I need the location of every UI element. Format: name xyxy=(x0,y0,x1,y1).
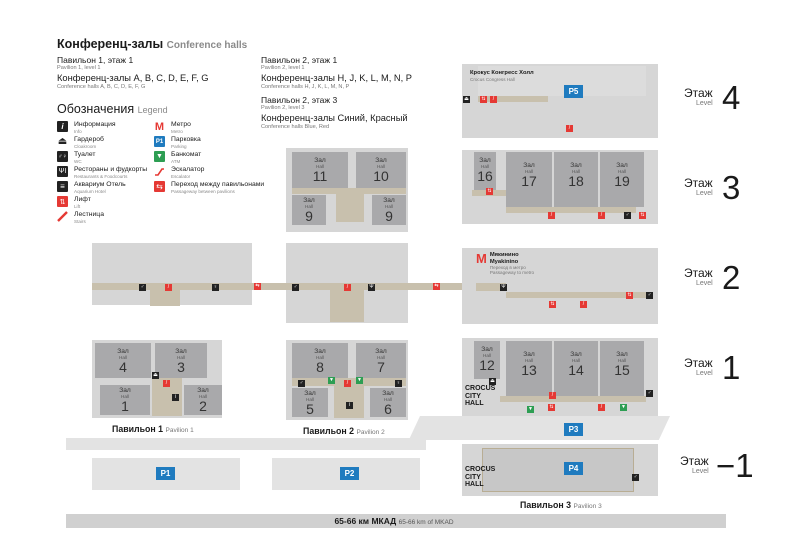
hall-word-en: Hall xyxy=(483,353,491,358)
wc-icon: ♂ xyxy=(299,380,304,386)
floor-word-en: Level xyxy=(696,370,713,377)
hall-11 xyxy=(292,152,348,188)
title-en: Conference halls xyxy=(166,40,248,51)
stairs-icon: / xyxy=(548,212,555,219)
atm-icon: ▼ xyxy=(357,377,362,383)
corridor xyxy=(506,292,646,298)
stairs-icon: / xyxy=(163,380,170,387)
corridor xyxy=(330,290,364,322)
hall-word-en: Hall xyxy=(377,164,385,169)
stairs-icon: / xyxy=(566,125,573,132)
pavilion-name: Павильон 3 xyxy=(520,500,572,510)
hall-word: Зал xyxy=(314,348,326,355)
legend-label: Парковка xyxy=(171,136,201,143)
legend-item xyxy=(57,136,147,151)
atm-icon: ▼ xyxy=(154,151,165,162)
info-sub: Pavilion 1, level 1 xyxy=(57,65,101,71)
legend-label: Аквариум Отель xyxy=(74,181,126,188)
legend-label: Лестница xyxy=(74,211,104,218)
hall-word-en: Hall xyxy=(572,169,580,174)
hall-word: Зал xyxy=(375,348,387,355)
legend-sublabel: Stairs xyxy=(74,218,86,224)
hall-number: 6 xyxy=(384,401,392,417)
floor-word: Этаж xyxy=(684,176,713,190)
hall-word: Зал xyxy=(479,157,491,164)
legend-item xyxy=(57,196,147,211)
hall-number: 2 xyxy=(199,398,207,414)
stairs-icon: / xyxy=(598,212,605,219)
legend-item xyxy=(154,181,264,196)
atm-icon: ▼ xyxy=(329,377,334,383)
stairs-icon: / xyxy=(549,392,556,399)
pavilion-name: Павильон 1 xyxy=(112,424,164,434)
legend-sublabel: Escalator xyxy=(171,173,191,179)
mkad-label xyxy=(0,516,788,526)
restaurant-icon: ΨΙ xyxy=(58,168,67,175)
wc-icon: ♂ xyxy=(647,390,652,396)
hall-word-en: Hall xyxy=(525,169,533,174)
metro-name-en: Myakinino xyxy=(489,258,519,265)
floor-label-4 xyxy=(684,79,741,116)
hall-number: 7 xyxy=(377,359,385,375)
cloakroom-icon: ⏏ xyxy=(490,378,495,384)
hall-19 xyxy=(600,152,644,207)
legend-label: Банкомат xyxy=(171,151,202,158)
floor-label-3 xyxy=(684,169,741,206)
service-road xyxy=(66,438,426,450)
wc-icon: ♂ xyxy=(140,284,145,290)
hall-word: Зал xyxy=(616,351,628,358)
hall-number: 17 xyxy=(521,173,537,189)
corridor xyxy=(500,396,646,402)
hall-word: Зал xyxy=(117,348,129,355)
metro-myakinino xyxy=(476,252,534,275)
hall-word: Зал xyxy=(616,162,628,169)
legend-column-2 xyxy=(154,121,264,196)
aquarium-hotel-icon: ≡ xyxy=(57,181,68,192)
info-main: Конференц-залы Синий, Красный xyxy=(261,113,408,123)
floor-number: −1 xyxy=(716,447,754,484)
wc-icon: ♂ xyxy=(633,474,638,480)
info-sub: Pavilion 2, level 3 xyxy=(261,105,305,111)
page-title xyxy=(57,37,247,51)
hall-number: 8 xyxy=(316,359,324,375)
hall-word-en: Hall xyxy=(119,355,127,360)
hall-word: Зал xyxy=(175,348,187,355)
legend-label: Метро xyxy=(171,121,191,128)
crocus-city-hall-label: CROCUS CITY HALL xyxy=(465,385,496,407)
hall-word: Зал xyxy=(304,390,316,397)
wc-icon: ♂ xyxy=(647,292,652,298)
hall-12 xyxy=(474,341,500,379)
hall-14 xyxy=(554,341,598,396)
stairs-icon xyxy=(57,211,68,222)
legend-sublabel: Aquarium Hotel xyxy=(74,188,106,194)
hall-number: 9 xyxy=(305,208,313,224)
hall-16 xyxy=(474,152,496,190)
legend-sublabel: Parking xyxy=(171,143,187,149)
floor-number: 1 xyxy=(722,349,741,386)
hall-word-en: Hall xyxy=(385,204,393,209)
info-icon: i xyxy=(172,394,179,401)
hall-number: 11 xyxy=(312,168,328,184)
hall-word-en: Hall xyxy=(121,394,129,399)
info-block-pavilion1 xyxy=(57,55,133,72)
hall-9-left xyxy=(292,195,326,225)
pavilion1-caption xyxy=(112,424,194,434)
stairs-icon: / xyxy=(165,284,172,291)
hall-4 xyxy=(95,343,151,378)
stairs-icon: / xyxy=(344,284,351,291)
hall-2 xyxy=(184,385,222,415)
info-main: Павильон 1, этаж 1 xyxy=(57,55,134,65)
wc-icon: ♂♀ xyxy=(57,151,68,162)
corridor xyxy=(478,96,548,102)
legend-item xyxy=(154,166,264,181)
legend-sublabel: Passageway between pavilions xyxy=(171,188,235,194)
hall-word-en: Hall xyxy=(618,169,626,174)
hall-3 xyxy=(155,343,207,378)
hall-word: Зал xyxy=(481,346,493,353)
legend-label: Лифт xyxy=(74,196,91,203)
hall-word: Зал xyxy=(523,162,535,169)
hall-number: 12 xyxy=(479,357,495,373)
hall-number: 18 xyxy=(568,173,584,189)
mkad-en: 65-66 km of MKAD xyxy=(398,519,454,526)
info-sub: Pavilion 2, level 1 xyxy=(261,65,305,71)
atm-icon: ▼ xyxy=(528,406,533,412)
floor-word: Этаж xyxy=(684,266,713,280)
hall-word: Зал xyxy=(119,387,131,394)
metro-note-ru: Переход в метро xyxy=(489,265,526,270)
hall-10 xyxy=(356,152,406,188)
cloakroom-icon: ⏏ xyxy=(464,96,469,102)
legend-item xyxy=(57,121,147,136)
info-block-pavilion2-l3 xyxy=(261,95,337,112)
hall-9-right xyxy=(372,195,406,225)
legend-label: Туалет xyxy=(74,151,96,158)
lift-icon: ⇅ xyxy=(550,301,555,307)
wc-icon: ♂ xyxy=(625,212,630,218)
stairs-icon: / xyxy=(490,96,497,103)
hall-15 xyxy=(600,341,644,396)
hall-word-en: Hall xyxy=(525,358,533,363)
hall-word-en: Hall xyxy=(481,164,489,169)
pavilion-name: Павильон 2 xyxy=(303,426,355,436)
hall-number: 4 xyxy=(119,359,127,375)
info-block-halls-a-g xyxy=(57,73,208,91)
crocus-congress-label xyxy=(470,70,534,82)
hall-13 xyxy=(506,341,552,396)
floor-word-en: Level xyxy=(696,190,713,197)
restaurant-icon: Ψ xyxy=(369,284,374,290)
parking-p1: P1 xyxy=(156,467,175,480)
legend-title-ru: Обозначения xyxy=(57,102,135,116)
pavilion-name-en: Pavilion 2 xyxy=(356,429,385,436)
parking-p5: P5 xyxy=(564,85,583,98)
crocus-congress-ru: Крокус Конгресс Холл xyxy=(470,70,534,76)
restaurant-icon: Ψ xyxy=(501,284,506,290)
hall-number: 14 xyxy=(568,362,584,378)
legend-label: Переход между павильонами xyxy=(171,181,265,188)
hall-number: 5 xyxy=(306,401,314,417)
mkad-ru: 65-66 км МКАД xyxy=(334,516,397,526)
floor-number: 3 xyxy=(722,169,741,206)
hall-word: Зал xyxy=(314,157,326,164)
floor-word: Этаж xyxy=(680,454,709,468)
hall-word-en: Hall xyxy=(199,394,207,399)
hall-number: 13 xyxy=(521,362,537,378)
hall-word: Зал xyxy=(383,197,395,204)
hall-word-en: Hall xyxy=(306,397,314,402)
hall-word-en: Hall xyxy=(377,355,385,360)
legend-sublabel: ATM xyxy=(171,158,181,164)
legend-column-1 xyxy=(57,121,147,226)
parking-p4: P4 xyxy=(564,462,583,475)
hall-number: 3 xyxy=(177,359,185,375)
lift-icon: ⇅ xyxy=(549,404,554,410)
hall-word: Зал xyxy=(570,351,582,358)
parking-icon: P1 xyxy=(154,136,165,147)
legend-item xyxy=(154,151,264,166)
hall-word: Зал xyxy=(375,157,387,164)
info-sub: Conference halls H, J, K, L, M, N, P xyxy=(261,84,350,90)
stairs-icon: / xyxy=(598,404,605,411)
floor-number: 2 xyxy=(722,259,741,296)
metro-name-ru: Мякинино xyxy=(489,252,519,258)
pavilion-name-en: Pavilion 3 xyxy=(573,503,602,510)
parking-p3: P3 xyxy=(564,423,583,436)
legend-item xyxy=(57,166,147,181)
floor-word-en: Level xyxy=(692,468,709,475)
corridor xyxy=(150,290,180,306)
hall-number: 1 xyxy=(121,398,129,414)
legend-sublabel: Restaurants & Foodcourts xyxy=(74,173,128,179)
legend-label: Гардероб xyxy=(74,136,104,143)
info-block-pavilion2-l1 xyxy=(261,55,337,72)
crocus-city-hall-underground-label: CROCUS CITY HALL xyxy=(465,466,496,488)
cloakroom-icon: ⏏ xyxy=(153,372,158,378)
pavilion2-caption xyxy=(303,426,385,436)
info-block-halls-h-p xyxy=(261,73,412,91)
wc-icon: ♀ xyxy=(396,380,401,386)
legend-sublabel: Metro xyxy=(171,128,183,134)
escalator-icon xyxy=(154,166,165,177)
lift-icon: ⇅ xyxy=(640,212,645,218)
hall-18 xyxy=(554,152,598,207)
legend-item xyxy=(57,181,147,196)
info-main: Павильон 2, этаж 3 xyxy=(261,95,338,105)
info-block-halls-blue-red xyxy=(261,113,408,131)
cloakroom-icon: ⏏ xyxy=(57,136,68,147)
hall-word-en: Hall xyxy=(316,164,324,169)
corridor xyxy=(506,207,636,213)
title-ru: Конференц-залы xyxy=(57,37,164,51)
legend-item xyxy=(154,136,264,151)
hall-number: 9 xyxy=(385,208,393,224)
info-icon: i xyxy=(57,121,68,132)
parking-p2: P2 xyxy=(340,467,359,480)
hall-number: 19 xyxy=(614,173,630,189)
lift-icon: ⇅ xyxy=(57,196,68,207)
hall-5 xyxy=(292,388,328,417)
atm-icon: ▼ xyxy=(621,404,626,410)
hall-number: 10 xyxy=(373,168,389,184)
hall-word-en: Hall xyxy=(384,397,392,402)
hall-word-en: Hall xyxy=(316,355,324,360)
legend-item xyxy=(57,151,147,166)
legend-sublabel: Info xyxy=(74,128,82,134)
lift-icon: ⇅ xyxy=(627,292,632,298)
hall-word-en: Hall xyxy=(618,358,626,363)
legend-title-en: Legend xyxy=(137,105,168,115)
stairs-icon: / xyxy=(344,380,351,387)
floor-number: 4 xyxy=(722,79,741,116)
info-main: Конференц-залы A, B, C, D, E, F, G xyxy=(57,73,209,83)
info-sub: Conference halls Blue, Red xyxy=(261,124,330,130)
hall-1 xyxy=(100,385,150,415)
passageway-icon: ⇆ xyxy=(255,283,260,289)
hall-word-en: Hall xyxy=(572,358,580,363)
wc-icon: ♂ xyxy=(293,284,298,290)
legend-item xyxy=(154,121,264,136)
stairs-icon: / xyxy=(580,301,587,308)
hall-word: Зал xyxy=(523,351,535,358)
pavilion-name-en: Pavilion 1 xyxy=(165,427,194,434)
hall-8 xyxy=(292,343,348,378)
service-road-link xyxy=(409,416,670,440)
legend-label: Эскалатор xyxy=(171,166,205,173)
floor-label-2 xyxy=(684,259,741,296)
lift-icon: ⇅ xyxy=(487,188,492,194)
passageway-icon: ⇆ xyxy=(154,181,165,192)
legend-title xyxy=(57,102,168,116)
info-sub: Conference halls A, B, C, D, E, F, G xyxy=(57,84,146,90)
floor-label-1 xyxy=(684,349,741,386)
metro-icon: M xyxy=(476,251,487,266)
hall-7 xyxy=(356,343,406,378)
hall-word-en: Hall xyxy=(305,204,313,209)
hall-17 xyxy=(506,152,552,207)
legend-sublabel: WC xyxy=(74,158,82,164)
lift-icon: ⇅ xyxy=(481,96,486,102)
legend-sublabel: Lift xyxy=(74,203,81,209)
legend-label: Рестораны и фудкорты xyxy=(74,166,148,173)
floor-word-en: Level xyxy=(696,280,713,287)
hall-word: Зал xyxy=(382,390,394,397)
info-icon: i xyxy=(346,402,353,409)
legend-sublabel: Cloakroom xyxy=(74,143,97,149)
hall-6 xyxy=(370,388,406,417)
hall-word: Зал xyxy=(303,197,315,204)
info-main: Конференц-залы H, J, K, L, M, N, P xyxy=(261,73,412,83)
info-main: Павильон 2, этаж 1 xyxy=(261,55,338,65)
hall-word: Зал xyxy=(570,162,582,169)
metro-icon: M xyxy=(154,120,165,133)
metro-note-en: Passageway to metro xyxy=(489,270,535,275)
hall-word-en: Hall xyxy=(177,355,185,360)
crocus-congress-en: Crocus Congress Hall xyxy=(470,76,515,82)
hall-number: 15 xyxy=(614,362,630,378)
floor-word: Этаж xyxy=(684,356,713,370)
floor-word-en: Level xyxy=(696,100,713,107)
passageway-icon: ⇆ xyxy=(434,283,439,289)
floor-word: Этаж xyxy=(684,86,713,100)
underground-parking-area xyxy=(482,448,634,492)
hall-word: Зал xyxy=(197,387,209,394)
corridor xyxy=(336,192,364,222)
legend-label: Информация xyxy=(74,121,116,128)
hall-number: 16 xyxy=(477,168,493,184)
legend-item xyxy=(57,211,147,226)
pavilion3-caption xyxy=(520,500,602,510)
floor-label-minus-1 xyxy=(680,447,754,484)
wc-icon: ♀ xyxy=(213,284,218,290)
